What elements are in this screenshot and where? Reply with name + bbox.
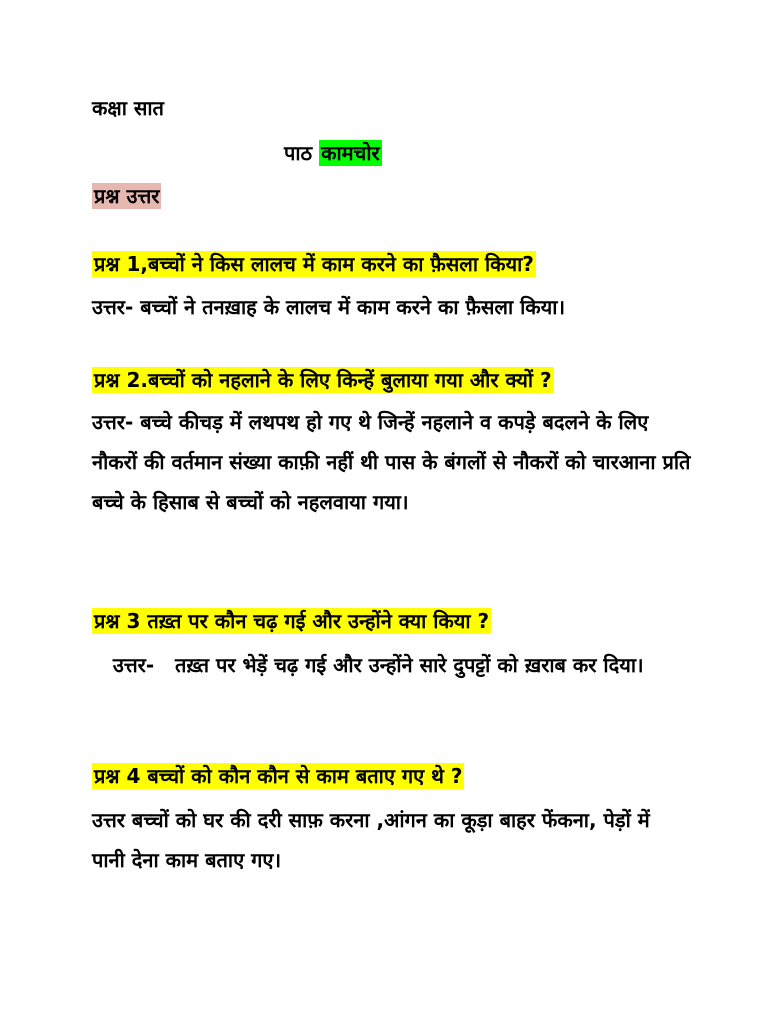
question-3: [92, 606, 491, 636]
answer-2: उत्तर- बच्चे कीचड़ में लथपथ हो गए थे जिन्हें नहलाने व कपड़े बदलने के लिए नौकरों की वर्तमान संख्या काफ़ी नहीं थी पास के बंगलों से नौकरों को चारआना प्रति बच्चे के हिसाब से बच्चों को नहलवाया गया।: [92, 410, 691, 514]
answer-1: उत्तर- बच्चों ने तनख़ाह के लालच में काम करने का फ़ैसला किया।: [92, 295, 566, 319]
question-text: प्रश्न 2.बच्चों को नहलाने के लिए किन्हें बुलाया गया और क्यों ?: [94, 368, 552, 392]
question-text: प्रश्न 3 तख़्त पर कौन चढ़ गई और उन्होंने क्या किया ?: [94, 609, 490, 633]
section-heading: [92, 181, 161, 211]
lesson-name: कामचोर: [321, 141, 380, 165]
lesson-prefix: पाठ: [284, 141, 320, 165]
question-2: [92, 365, 554, 395]
question-4: [92, 761, 464, 791]
class-label: कक्षा सात: [92, 96, 164, 120]
lesson-heading: [284, 138, 382, 168]
class-heading: [92, 93, 164, 123]
section-label: प्रश्न उत्तर: [94, 184, 160, 208]
question-text: प्रश्न 1,बच्चों ने किस लालच में काम करने का फ़ैसला किया?: [94, 252, 534, 276]
question-text: प्रश्न 4 बच्चों को कौन कौन से काम बताए गए थे ?: [94, 764, 463, 788]
answer-3: उत्तर- तख़्त पर भेड़ें चढ़ गई और उन्होंने सारे दुपट्टों को ख़राब कर दिया।: [92, 653, 644, 677]
answer-4: उत्तर बच्चों को घर की दरी साफ़ करना ,आंगन का कूड़ा बाहर फेंकना, पेड़ों में पानी देना काम बताए गए।: [92, 808, 650, 872]
question-1: [92, 249, 536, 279]
